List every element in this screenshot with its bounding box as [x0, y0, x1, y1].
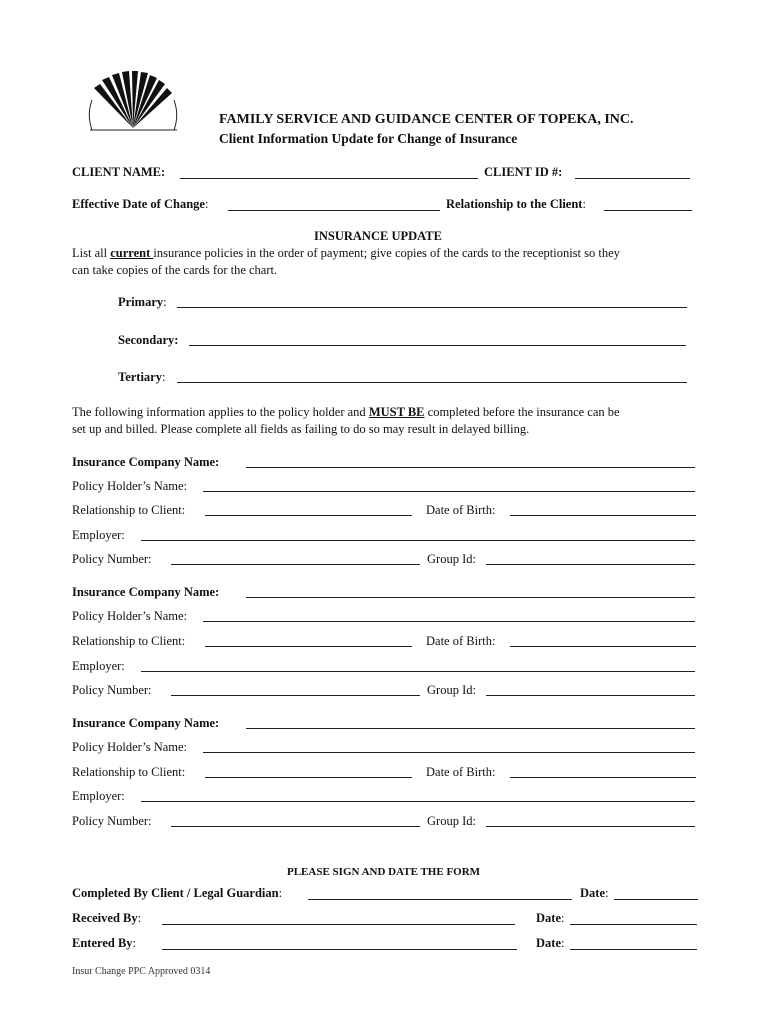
employer-label: Employer:: [72, 659, 125, 673]
completed-date-row: [580, 886, 608, 901]
secondary-field[interactable]: [189, 345, 686, 346]
group-id-field[interactable]: [486, 695, 695, 696]
client-name-field[interactable]: [180, 178, 478, 179]
effective-date-label: Effective Date of Change: [72, 197, 205, 211]
completed-by-row: [72, 886, 282, 901]
primary-label: Primary: [118, 295, 164, 309]
received-by-colon: :: [137, 911, 142, 925]
date-of-birth-field[interactable]: [510, 777, 696, 778]
tertiary-label: Tertiary: [118, 370, 162, 384]
relationship-field[interactable]: [604, 210, 692, 211]
form-footer: Insur Change PPC Approved 0314: [72, 966, 211, 977]
entered-by-field[interactable]: [162, 949, 517, 950]
date-of-birth-field[interactable]: [510, 646, 696, 647]
date-of-birth-label: Date of Birth:: [426, 503, 496, 517]
group-id-label: Group Id:: [427, 683, 476, 697]
tertiary-field[interactable]: [177, 382, 687, 383]
entered-by-row: [72, 936, 136, 951]
client-id-label: CLIENT ID #:: [484, 165, 563, 179]
policy-number-label: Policy Number:: [72, 552, 152, 566]
policy-holder-label: Policy Holder’s Name:: [72, 479, 188, 493]
policy-holder-field[interactable]: [203, 491, 695, 492]
notice-prefix: The following information applies to the policy holder and: [72, 405, 369, 419]
received-date-row: [536, 911, 564, 926]
completed-date-colon: :: [605, 886, 609, 900]
completed-by-label: Completed By Client / Legal Guardian: [72, 886, 279, 900]
form-title: Client Information Update for Change of Insurance: [219, 131, 518, 146]
intro-prefix: List all: [72, 246, 111, 260]
tertiary-row: [118, 370, 165, 385]
primary-field[interactable]: [177, 307, 687, 308]
policy-holder-label: Policy Holder’s Name:: [72, 740, 188, 754]
secondary-label: Secondary:: [118, 333, 179, 347]
completed-date-field[interactable]: [614, 899, 698, 900]
entered-by-label: Entered By: [72, 936, 133, 950]
date-of-birth-label: Date of Birth:: [426, 634, 496, 648]
insurance-company-label: Insurance Company Name:: [72, 585, 220, 599]
employer-field[interactable]: [141, 801, 695, 802]
notice-emphasis: MUST BE: [368, 405, 425, 419]
policy-number-field[interactable]: [171, 695, 420, 696]
client-name-label: CLIENT NAME:: [72, 165, 166, 179]
insurance-company-label: Insurance Company Name:: [72, 455, 220, 469]
policy-holder-field[interactable]: [203, 621, 695, 622]
group-id-field[interactable]: [486, 826, 695, 827]
received-by-row: [72, 911, 141, 926]
relationship-label: Relationship to the Client: [446, 197, 583, 211]
group-id-label: Group Id:: [427, 552, 476, 566]
intro-emphasis: current: [110, 246, 154, 260]
completed-date-label: Date: [580, 886, 605, 900]
employer-label: Employer:: [72, 789, 125, 803]
primary-colon: :: [163, 295, 167, 309]
insurance-update-intro: [72, 245, 692, 279]
date-of-birth-field[interactable]: [510, 515, 696, 516]
completed-by-field[interactable]: [308, 899, 572, 900]
insurance-company-field[interactable]: [246, 467, 695, 468]
policy-holder-field[interactable]: [203, 752, 695, 753]
policy-number-field[interactable]: [171, 826, 420, 827]
received-by-field[interactable]: [162, 924, 515, 925]
received-date-label: Date: [536, 911, 561, 925]
entered-date-row: [536, 936, 564, 951]
notice-line2: set up and billed. Please complete all fields as failing to do so may result in delayed billing.: [72, 422, 530, 436]
completed-by-colon: :: [278, 886, 283, 900]
policy-holder-label: Policy Holder’s Name:: [72, 609, 188, 623]
effective-date-row: [72, 197, 208, 212]
entered-by-colon: :: [132, 936, 137, 950]
org-name: FAMILY SERVICE AND GUIDANCE CENTER OF TOPEKA, INC.: [219, 112, 634, 127]
primary-row: [118, 295, 167, 310]
insurance-company-field[interactable]: [246, 728, 695, 729]
entered-date-field[interactable]: [570, 949, 697, 950]
employer-field[interactable]: [141, 540, 695, 541]
intro-line1: insurance policies in the order of payment; give copies of the cards to the receptionist so they: [153, 246, 620, 260]
group-id-field[interactable]: [486, 564, 695, 565]
entered-date-colon: :: [561, 936, 565, 950]
date-of-birth-label: Date of Birth:: [426, 765, 496, 779]
received-by-label: Received By: [72, 911, 138, 925]
notice-suffix: completed before the insurance can be: [424, 405, 620, 419]
policy-holder-notice: [72, 404, 692, 438]
entered-date-label: Date: [536, 936, 561, 950]
employer-field[interactable]: [141, 671, 695, 672]
client-id-field[interactable]: [575, 178, 690, 179]
employer-label: Employer:: [72, 528, 125, 542]
tertiary-colon: :: [161, 370, 166, 384]
policy-number-field[interactable]: [171, 564, 420, 565]
relationship-to-client-label: Relationship to Client:: [72, 634, 186, 648]
policy-number-label: Policy Number:: [72, 683, 152, 697]
logo: [86, 70, 181, 132]
relationship-to-client-label: Relationship to Client:: [72, 503, 186, 517]
policy-number-label: Policy Number:: [72, 814, 152, 828]
relationship-to-client-label: Relationship to Client:: [72, 765, 186, 779]
sign-and-date-heading: PLEASE SIGN AND DATE THE FORM: [287, 866, 481, 878]
insurance-update-heading: INSURANCE UPDATE: [314, 229, 442, 243]
received-date-field[interactable]: [570, 924, 697, 925]
group-id-label: Group Id:: [427, 814, 476, 828]
effective-date-colon: :: [204, 197, 209, 211]
relationship-row: [446, 197, 586, 212]
relationship-to-client-field[interactable]: [205, 646, 412, 647]
effective-date-field[interactable]: [228, 210, 440, 211]
intro-line2: can take copies of the cards for the chart.: [72, 263, 278, 277]
sunburst-logo-icon: [86, 70, 181, 132]
relationship-colon: :: [582, 197, 586, 211]
relationship-to-client-field[interactable]: [205, 777, 412, 778]
insurance-company-field[interactable]: [246, 597, 695, 598]
received-date-colon: :: [561, 911, 565, 925]
insurance-company-label: Insurance Company Name:: [72, 716, 220, 730]
relationship-to-client-field[interactable]: [205, 515, 412, 516]
